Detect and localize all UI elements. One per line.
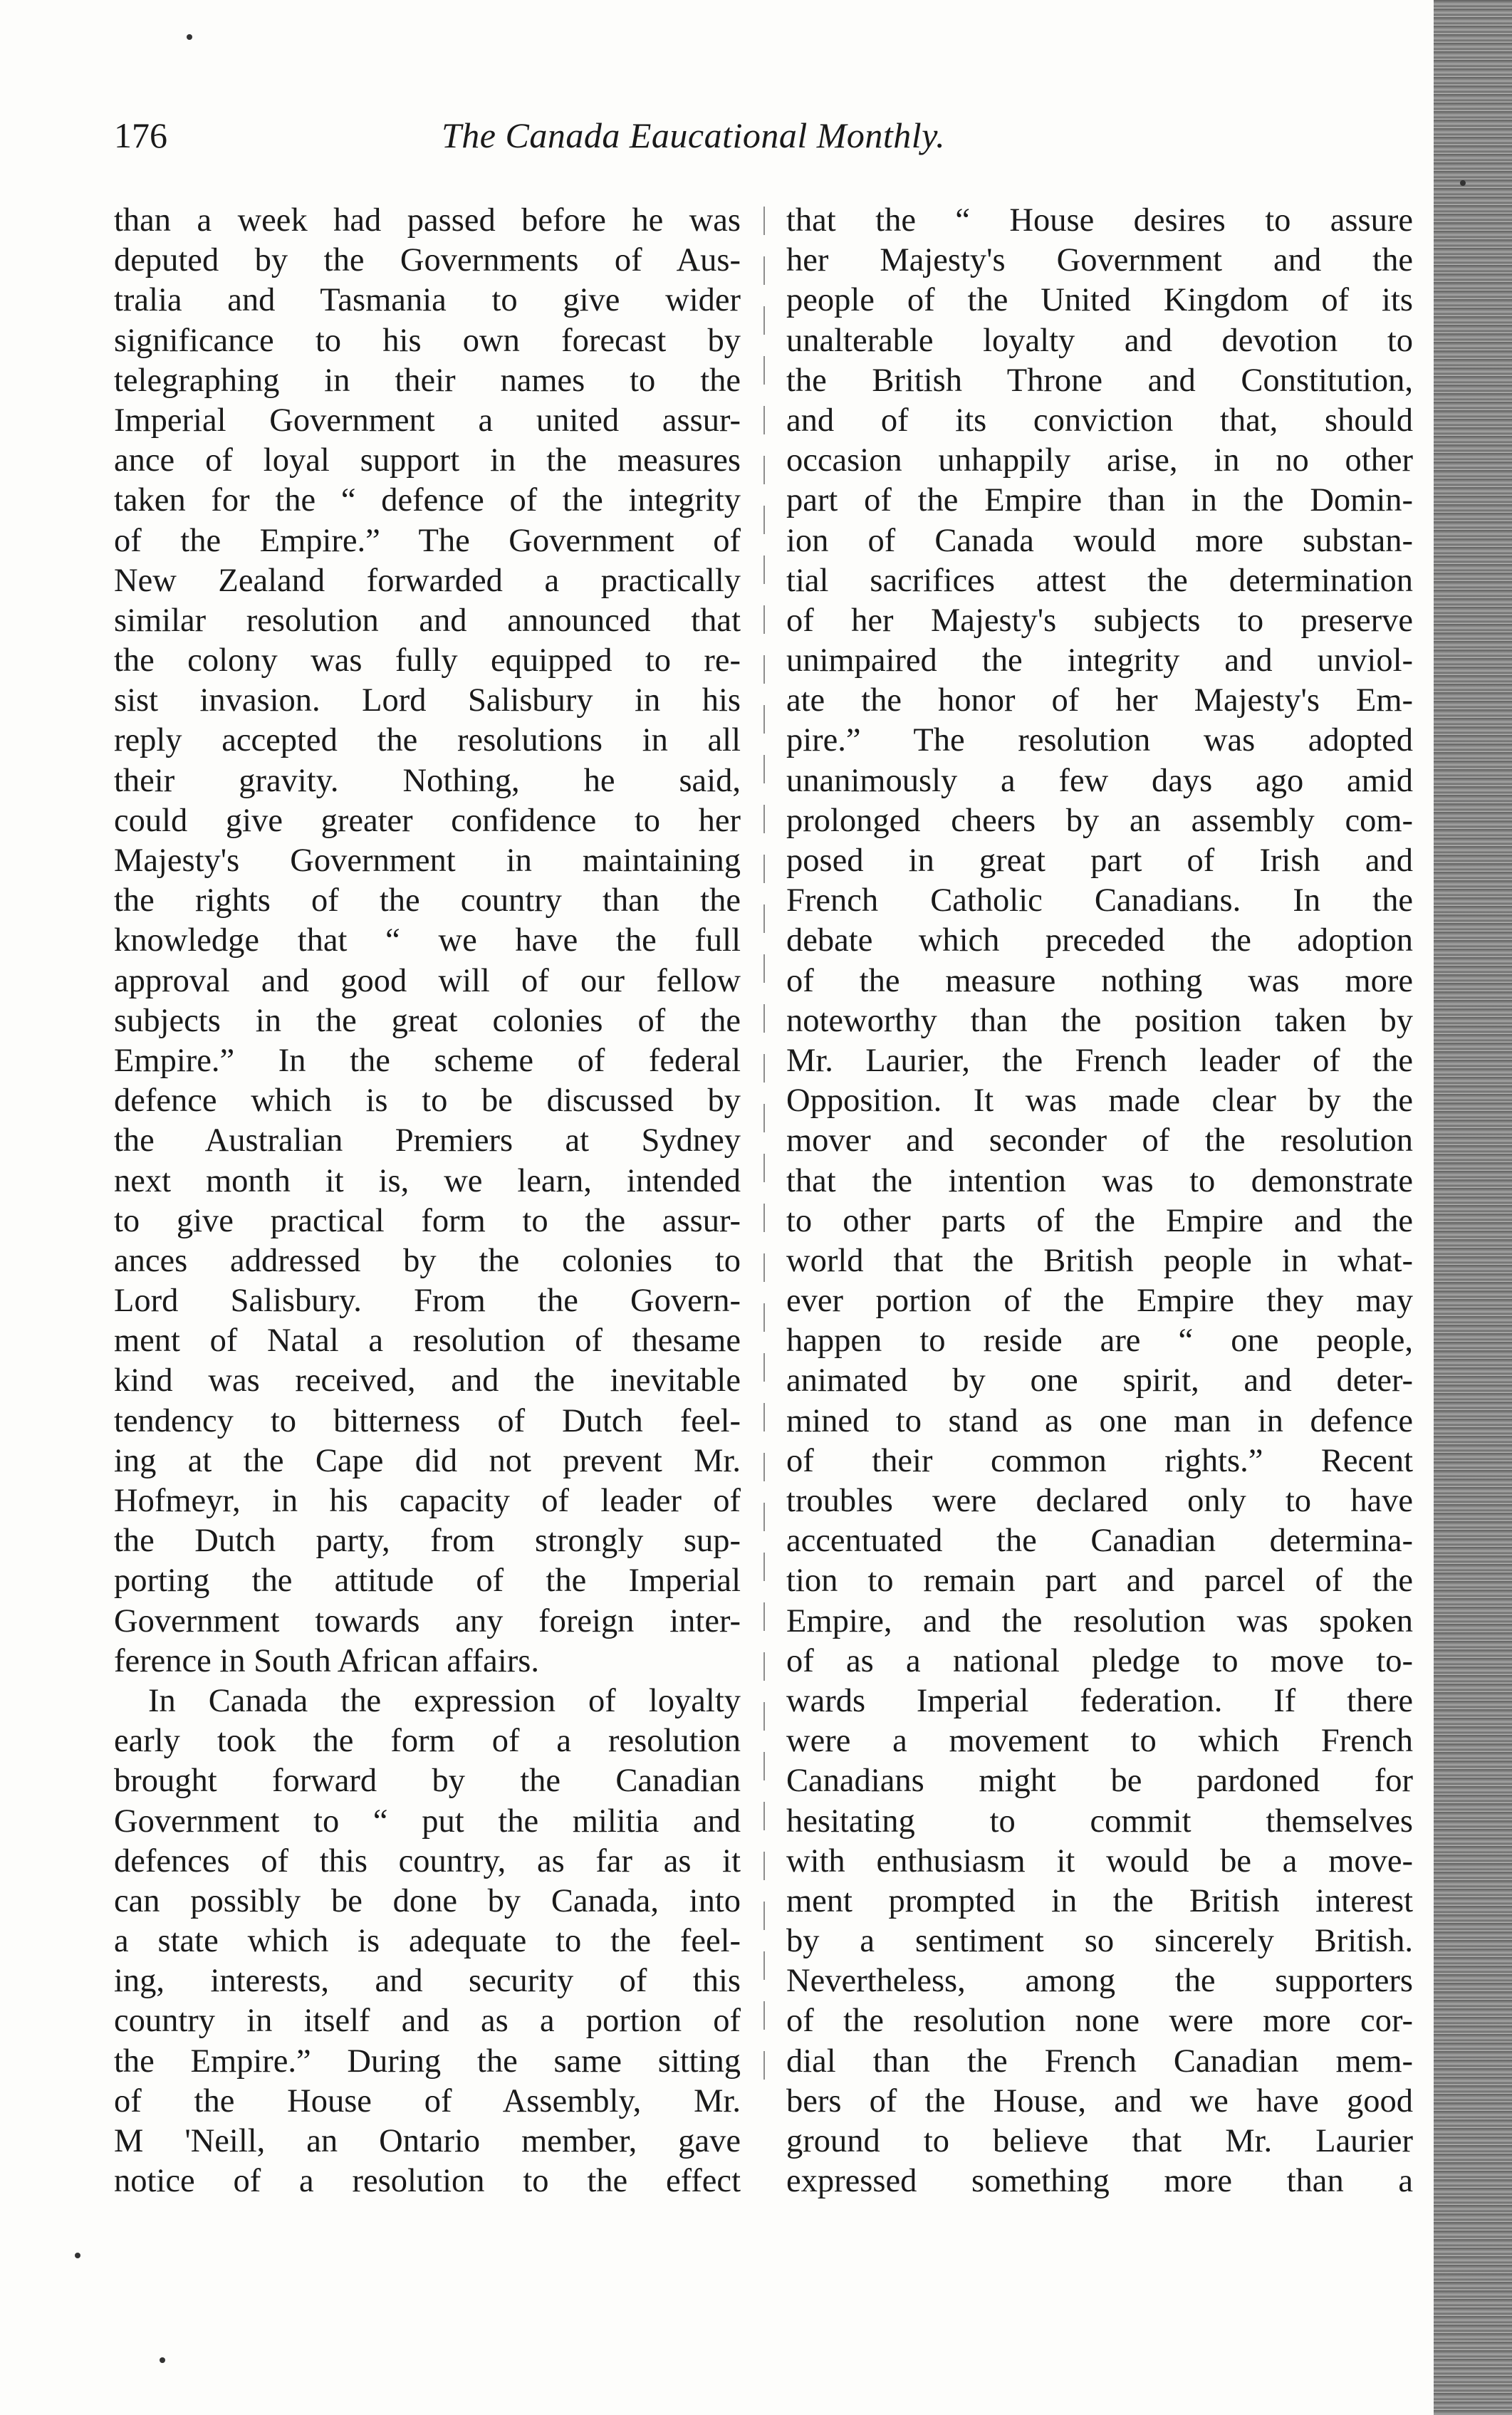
text-line: the Australian Premiers at Sydney xyxy=(114,1122,741,1159)
text-line: ground to believe that Mr. Laurier xyxy=(786,2123,1413,2159)
scan-speck xyxy=(187,34,192,40)
text-line: unimpaired the integrity and unviol- xyxy=(786,642,1413,679)
text-line: could give greater confidence to her xyxy=(114,802,741,839)
text-line: ion of Canada would more substan- xyxy=(786,522,1413,559)
text-line: tial sacrifices attest the determination xyxy=(786,562,1413,599)
column-divider xyxy=(763,207,765,2087)
text-line: Nevertheless, among the supporters xyxy=(786,1963,1413,2000)
text-line: reply accepted the resolutions in all xyxy=(114,722,741,759)
text-line: of the House of Assembly, Mr. xyxy=(114,2082,741,2119)
paragraph-end-line: ference in South African affairs. xyxy=(114,1642,539,1679)
text-line: to give practical form to the assur- xyxy=(114,1202,741,1239)
scan-speck xyxy=(75,2253,80,2258)
text-line: pire.” The resolution was adopted xyxy=(786,722,1413,759)
text-line: of the resolution none were more cor- xyxy=(786,2003,1413,2040)
text-line: brought forward by the Canadian xyxy=(114,1763,741,1800)
text-line: Lord Salisbury. From the Govern- xyxy=(114,1283,741,1320)
text-line: tralia and Tasmania to give wider xyxy=(114,282,741,319)
scan-speck xyxy=(160,2357,165,2363)
text-line: Majesty's Government in maintaining xyxy=(114,843,741,879)
text-line: approval and good will of our fellow xyxy=(114,962,741,999)
text-line: Canadians might be pardoned for xyxy=(786,1763,1413,1800)
text-line: troubles were declared only to have xyxy=(786,1483,1413,1519)
text-line: Hofmeyr, in his capacity of leader of xyxy=(114,1483,741,1519)
text-line: the British Throne and Constitution, xyxy=(786,362,1413,399)
text-line: M 'Neill, an Ontario member, gave xyxy=(114,2123,741,2159)
text-line: ever portion of the Empire they may xyxy=(786,1283,1413,1320)
text-line: a state which is adequate to the feel- xyxy=(114,1923,741,1960)
text-line: accentuated the Canadian determina- xyxy=(786,1523,1413,1560)
text-line: telegraphing in their names to the xyxy=(114,362,741,399)
text-line: noteworthy than the position taken by xyxy=(786,1002,1413,1039)
text-line: tion to remain part and parcel of the xyxy=(786,1563,1413,1600)
text-line: happen to reside are “ one people, xyxy=(786,1323,1413,1360)
text-line: ment of Natal a resolution of thesame xyxy=(114,1323,741,1360)
text-line: significance to his own forecast by xyxy=(114,322,741,359)
scan-edge-noise xyxy=(1434,0,1512,2415)
text-line: New Zealand forwarded a practically xyxy=(114,562,741,599)
text-line: than a week had passed before he was xyxy=(114,202,741,239)
text-line: Opposition. It was made clear by the xyxy=(786,1083,1413,1120)
running-title: The Canada Eaucational Monthly. xyxy=(442,115,946,155)
text-line: sist invasion. Lord Salisbury in his xyxy=(114,682,741,719)
text-line: Mr. Laurier, the French leader of the xyxy=(786,1042,1413,1079)
text-line: ance of loyal support in the measures xyxy=(114,442,741,479)
text-line: the rights of the country than the xyxy=(114,882,741,919)
text-line: animated by one spirit, and deter- xyxy=(786,1362,1413,1399)
text-line: debate which preceded the adoption xyxy=(786,922,1413,959)
text-line: unanimously a few days ago amid xyxy=(786,762,1413,799)
scan-speck xyxy=(1460,180,1466,186)
text-line: Empire, and the resolution was spoken xyxy=(786,1602,1413,1639)
text-line: her Majesty's Government and the xyxy=(786,242,1413,279)
text-line: Empire.” In the scheme of federal xyxy=(114,1042,741,1079)
text-line: can possibly be done by Canada, into xyxy=(114,1882,741,1919)
text-line: hesitating to commit themselves xyxy=(786,1803,1413,1840)
text-line: next month it is, we learn, intended xyxy=(114,1162,741,1199)
text-line: bers of the House, and we have good xyxy=(786,2082,1413,2119)
text-line: defences of this country, as far as it xyxy=(114,1842,741,1879)
text-line: porting the attitude of the Imperial xyxy=(114,1563,741,1600)
text-line: and of its conviction that, should xyxy=(786,402,1413,439)
text-line: the colony was fully equipped to re- xyxy=(114,642,741,679)
text-line: part of the Empire than in the Domin- xyxy=(786,482,1413,519)
text-line: that the “ House desires to assure xyxy=(786,202,1413,239)
text-line: world that the British people in what- xyxy=(786,1242,1413,1279)
text-line: to other parts of the Empire and the xyxy=(786,1202,1413,1239)
text-line: deputed by the Governments of Aus- xyxy=(114,242,741,279)
text-line: ing at the Cape did not prevent Mr. xyxy=(114,1442,741,1479)
text-line: dial than the French Canadian mem- xyxy=(786,2043,1413,2080)
text-line: were a movement to which French xyxy=(786,1723,1413,1760)
text-line: early took the form of a resolution xyxy=(114,1723,741,1760)
text-line: similar resolution and announced that xyxy=(114,602,741,639)
text-line: of her Majesty's subjects to preserve xyxy=(786,602,1413,639)
text-line: their gravity. Nothing, he said, xyxy=(114,762,741,799)
text-line: with enthusiasm it would be a move- xyxy=(786,1842,1413,1879)
text-line: Imperial Government a united assur- xyxy=(114,402,741,439)
text-line: country in itself and as a portion of xyxy=(114,2003,741,2040)
page-header xyxy=(114,114,1154,171)
text-line: French Catholic Canadians. In the xyxy=(786,882,1413,919)
page-number: 176 xyxy=(114,115,167,155)
text-line: kind was received, and the inevitable xyxy=(114,1362,741,1399)
text-line: posed in great part of Irish and xyxy=(786,843,1413,879)
text-line: ment prompted in the British interest xyxy=(786,1882,1413,1919)
text-line: of the Empire.” The Government of xyxy=(114,522,741,559)
text-line: prolonged cheers by an assembly com- xyxy=(786,802,1413,839)
text-line: wards Imperial federation. If there xyxy=(786,1682,1413,1719)
text-line: notice of a resolution to the effect xyxy=(114,2163,741,2200)
text-line: by a sentiment so sincerely British. xyxy=(786,1923,1413,1960)
text-line: of their common rights.” Recent xyxy=(786,1442,1413,1479)
right-column xyxy=(786,201,1413,2201)
text-line: ate the honor of her Majesty's Em- xyxy=(786,682,1413,719)
text-line: mover and seconder of the resolution xyxy=(786,1122,1413,1159)
text-line: taken for the “ defence of the integrity xyxy=(114,482,741,519)
text-line: ing, interests, and security of this xyxy=(114,1963,741,2000)
text-line: Government to “ put the militia and xyxy=(114,1803,741,1840)
paragraph-start-line: In Canada the expression of loyalty xyxy=(148,1682,741,1719)
text-line: Government towards any foreign inter- xyxy=(114,1602,741,1639)
text-line: of the measure nothing was more xyxy=(786,962,1413,999)
text-line: the Empire.” During the same sitting xyxy=(114,2043,741,2080)
text-line: unalterable loyalty and devotion to xyxy=(786,322,1413,359)
text-line: people of the United Kingdom of its xyxy=(786,282,1413,319)
text-line: knowledge that “ we have the full xyxy=(114,922,741,959)
text-line: subjects in the great colonies of the xyxy=(114,1002,741,1039)
text-line: of as a national pledge to move to- xyxy=(786,1642,1413,1679)
text-line: occasion unhappily arise, in no other xyxy=(786,442,1413,479)
text-line: that the intention was to demonstrate xyxy=(786,1162,1413,1199)
text-line: expressed something more than a xyxy=(786,2163,1413,2200)
text-line: ances addressed by the colonies to xyxy=(114,1242,741,1279)
text-line: tendency to bitterness of Dutch feel- xyxy=(114,1402,741,1439)
left-column xyxy=(114,201,741,2201)
text-line: mined to stand as one man in defence xyxy=(786,1402,1413,1439)
text-line: the Dutch party, from strongly sup- xyxy=(114,1523,741,1560)
text-line: defence which is to be discussed by xyxy=(114,1083,741,1120)
